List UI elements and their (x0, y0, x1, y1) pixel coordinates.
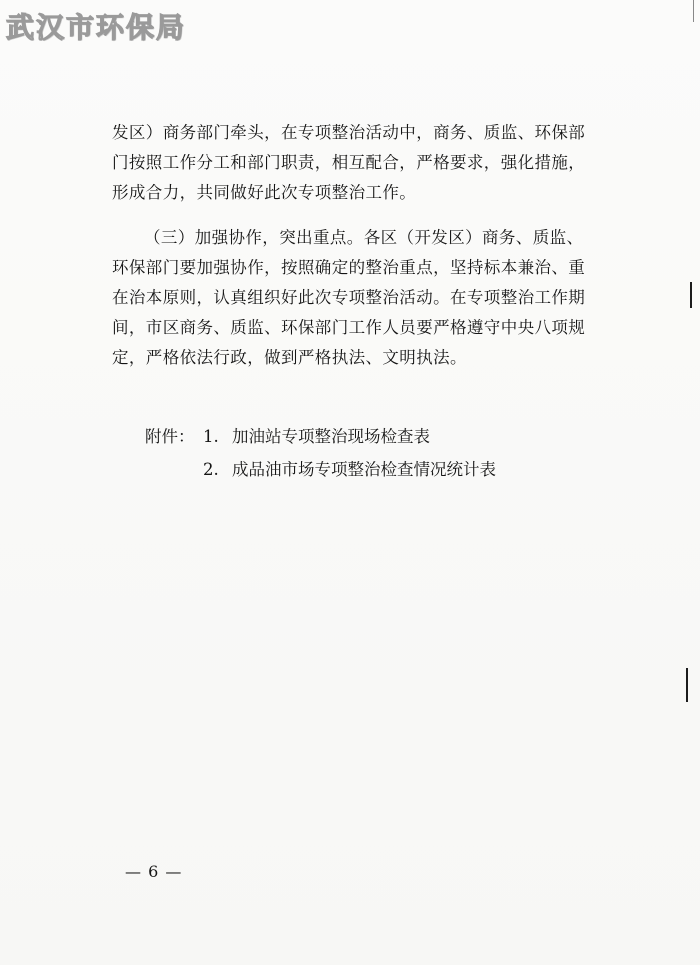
paragraph-line: 门按照工作分工和部门职责，相互配合，严格要求，强化措施， (112, 153, 586, 172)
watermark-logo: 武汉市环保局 (6, 11, 187, 44)
page-number: — 6 — (125, 862, 183, 881)
attachment-number: 1. (203, 427, 219, 446)
scan-margin-mark (690, 282, 692, 308)
scan-margin-mark (686, 668, 688, 702)
paragraph-line: 间，市区商务、质监、环保部门工作人员要严格遵守中央八项规 (112, 318, 586, 337)
paragraph-line: 环保部门要加强协作，按照确定的整治重点，坚持标本兼治、重 (112, 258, 586, 277)
paragraph-1 (112, 118, 642, 208)
attachment-title: 成品油市场专项整治检查情况统计表 (232, 460, 496, 479)
attachment-title: 加油站专项整治现场检查表 (232, 427, 430, 446)
scan-margin-mark (693, 0, 694, 22)
paragraph-line: 定，严格依法行政，做到严格执法、文明执法。 (112, 348, 467, 367)
paragraph-line: 在治本原则，认真组织好此次专项整治活动。在专项整治工作期 (112, 288, 586, 307)
attachment-item-2 (203, 456, 496, 484)
paragraph-line: （三）加强协作，突出重点。各区（开发区）商务、质监、 (144, 228, 584, 247)
paragraph-line: 形成合力，共同做好此次专项整治工作。 (112, 183, 417, 202)
paragraph-2 (112, 223, 642, 373)
attachment-label: 附件： (145, 427, 195, 446)
attachment-number: 2. (203, 460, 219, 479)
attachment-item-1 (145, 423, 430, 451)
paragraph-line: 发区）商务部门牵头，在专项整治活动中，商务、质监、环保部 (112, 123, 586, 142)
